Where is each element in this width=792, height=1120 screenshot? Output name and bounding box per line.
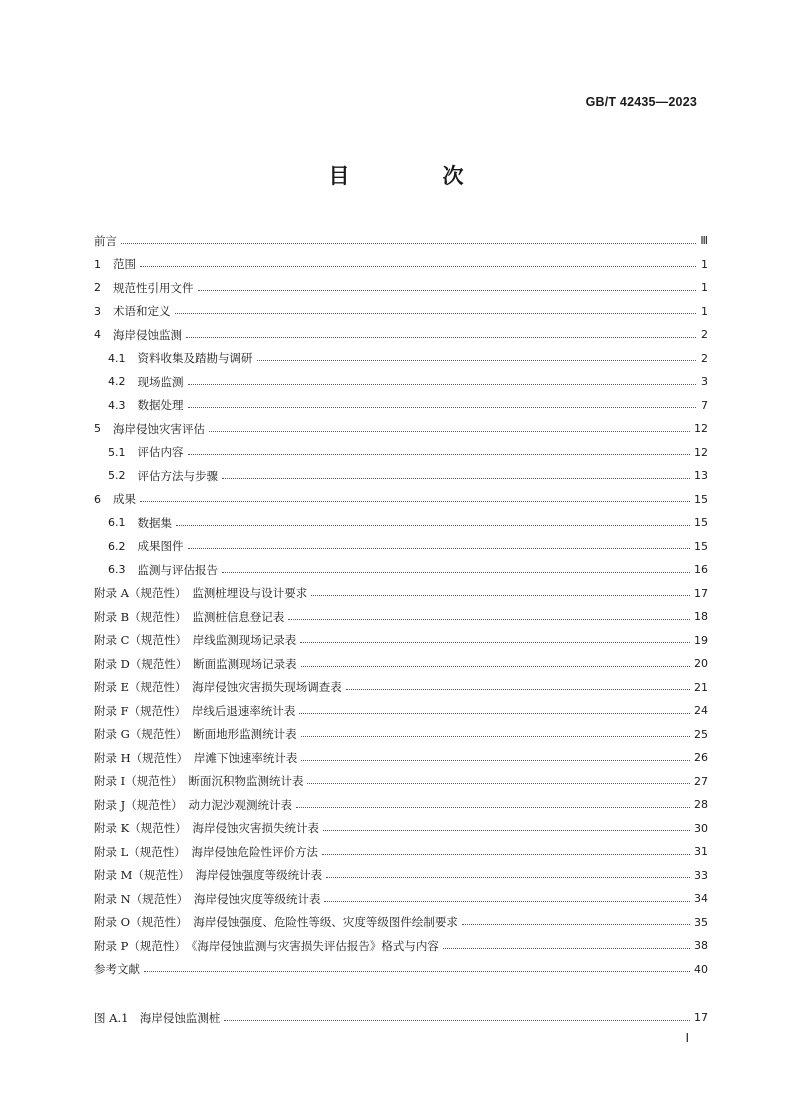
toc-entry-number: 1 [94, 257, 101, 271]
toc-entry-page: 30 [694, 821, 708, 835]
toc-entry-label: 附录 B（规范性） 监测桩信息登记表 [94, 609, 285, 624]
dot-leader [198, 289, 697, 291]
toc-entry-page: 38 [694, 939, 708, 953]
toc-entry-label: 附录 A（规范性） 监测桩埋设与设计要求 [94, 586, 308, 601]
dot-leader [462, 923, 690, 925]
toc-entry-label: 附录 G（规范性） 断面地形监测统计表 [94, 727, 297, 742]
dot-leader [121, 242, 696, 244]
toc-entry-label: 附录 C（规范性） 岸线监测现场记录表 [94, 633, 297, 648]
toc-entry-page: 27 [694, 774, 708, 788]
toc-entry-label: 评估方法与步骤 [137, 468, 218, 483]
dot-leader [175, 312, 697, 314]
toc-entry[interactable] [94, 253, 708, 277]
toc-entry-number: 4.2 [108, 375, 126, 389]
toc-entry-number: 6.2 [108, 539, 126, 553]
toc-entry[interactable] [94, 464, 708, 488]
toc-entry-label: 附录 H（规范性） 岸滩下蚀速率统计表 [94, 750, 298, 765]
toc-entry-page: 1 [701, 304, 708, 318]
toc-entry-label: 前言 [94, 233, 117, 248]
toc-entry-page: 31 [694, 845, 708, 859]
toc-entry[interactable] [94, 535, 708, 559]
toc-entry-number: 2 [94, 281, 101, 295]
toc-entry[interactable] [94, 488, 708, 512]
dot-leader [222, 571, 690, 573]
dot-leader [301, 735, 690, 737]
toc-entry-number: 4.3 [108, 398, 126, 412]
dot-leader [326, 876, 690, 878]
dot-leader [209, 430, 690, 432]
toc-entry-page: 15 [694, 492, 708, 506]
toc-entry[interactable] [94, 323, 708, 347]
dot-leader [300, 641, 690, 643]
toc-entry[interactable] [94, 793, 708, 817]
dot-leader [301, 759, 690, 761]
toc-entry-label: 附录 P（规范性） 《海岸侵蚀监测与灾害损失评估报告》格式与内容 [94, 938, 439, 953]
toc-entry[interactable] [94, 417, 708, 441]
toc-entry-page: 12 [694, 445, 708, 459]
dot-leader [307, 782, 690, 784]
toc-entry-page: 21 [694, 680, 708, 694]
toc-entry-number: 6.3 [108, 563, 126, 577]
toc-entry-page: 35 [694, 915, 708, 929]
toc-entry-label: 附录 I（规范性） 断面沉积物监测统计表 [94, 774, 304, 789]
figure-list [94, 1006, 708, 1030]
toc-entry-page: 15 [694, 516, 708, 530]
toc-entry-label: 现场监测 [137, 374, 184, 389]
toc-entry-label: 数据集 [137, 515, 172, 530]
toc-entry[interactable] [94, 394, 708, 418]
toc-entry[interactable] [94, 911, 708, 935]
toc-entry[interactable] [94, 958, 708, 982]
dot-leader [224, 1019, 690, 1021]
figure-entry-page: 17 [694, 1011, 708, 1025]
toc-entry-page: 1 [701, 281, 708, 295]
toc-entry-label: 附录 J（规范性） 动力泥沙观测统计表 [94, 797, 293, 812]
toc-entry-label: 监测与评估报告 [137, 562, 218, 577]
toc-entry[interactable] [94, 652, 708, 676]
page-number: Ⅰ [685, 1031, 689, 1045]
toc-entry-label: 资料收集及踏勘与调研 [137, 351, 253, 366]
toc-entry[interactable] [94, 605, 708, 629]
toc-entry-page: 3 [701, 375, 708, 389]
toc-entry-page: 34 [694, 892, 708, 906]
toc-entry-label: 成果图件 [137, 539, 184, 554]
dot-leader [311, 594, 690, 596]
toc-entry-number: 4 [94, 328, 101, 342]
toc-entry-label: 评估内容 [137, 445, 184, 460]
toc-entry-page: 12 [694, 422, 708, 436]
toc-entry-page: 2 [701, 328, 708, 342]
toc-entry-page: 26 [694, 751, 708, 765]
toc-entry-label: 数据处理 [137, 398, 184, 413]
dot-leader [140, 265, 696, 267]
toc-entry[interactable] [94, 276, 708, 300]
dot-leader [188, 383, 697, 385]
dot-leader [257, 359, 697, 361]
toc-entry[interactable] [94, 699, 708, 723]
dot-leader [301, 665, 690, 667]
toc-entry-page: 24 [694, 704, 708, 718]
toc-entry-number: 5.2 [108, 469, 126, 483]
toc-entry-label: 规范性引用文件 [113, 280, 194, 295]
toc-entry[interactable] [94, 629, 708, 653]
dot-leader [144, 970, 690, 972]
toc-entry-label: 海岸侵蚀监测 [113, 327, 182, 342]
toc-entry-label: 附录 L（规范性） 海岸侵蚀危险性评价方法 [94, 844, 319, 859]
toc-title: 目 次 [328, 164, 500, 188]
toc-entry[interactable] [94, 864, 708, 888]
toc-entry[interactable] [94, 817, 708, 841]
dot-leader [140, 500, 690, 502]
toc-entry[interactable] [94, 723, 708, 747]
toc-entry-page: Ⅲ [700, 234, 708, 248]
dot-leader [324, 900, 690, 902]
figure-entry-label: 图 A.1 海岸侵蚀监测桩 [94, 1010, 221, 1025]
toc-entry-number: 4.1 [108, 351, 126, 365]
toc-entry-label: 附录 O（规范性） 海岸侵蚀强度、危险性等级、灾度等级图件绘制要求 [94, 915, 458, 930]
toc-entry-page: 25 [694, 727, 708, 741]
toc-entry[interactable] [94, 370, 708, 394]
toc-entry-page: 20 [694, 657, 708, 671]
dot-leader [323, 829, 690, 831]
toc-entry-label: 海岸侵蚀灾害评估 [113, 421, 205, 436]
figure-entry[interactable] [94, 1006, 708, 1030]
dot-leader [322, 853, 690, 855]
standard-number: GB/T 42435—2023 [585, 95, 697, 109]
toc-entry[interactable] [94, 582, 708, 606]
toc-entry[interactable] [94, 347, 708, 371]
toc-entry[interactable] [94, 441, 708, 465]
toc-entry-label: 范围 [113, 257, 136, 272]
toc-entry-label: 参考文献 [94, 962, 140, 977]
toc-entry-page: 19 [694, 633, 708, 647]
dot-leader [346, 688, 690, 690]
toc-entry[interactable] [94, 511, 708, 535]
toc-entry-number: 6 [94, 492, 101, 506]
toc-entry-label: 附录 F（规范性） 岸线后退速率统计表 [94, 703, 296, 718]
toc-entry[interactable] [94, 746, 708, 770]
toc-entry-number: 3 [94, 304, 101, 318]
toc-entry-number: 5.1 [108, 445, 126, 459]
toc-entry[interactable] [94, 558, 708, 582]
toc-entry-number: 6.1 [108, 516, 126, 530]
toc-entry-page: 28 [694, 798, 708, 812]
dot-leader [288, 618, 690, 620]
toc-entry-label: 附录 D（规范性） 断面监测现场记录表 [94, 656, 297, 671]
toc-entry-label: 附录 N（规范性） 海岸侵蚀灾度等级统计表 [94, 891, 321, 906]
toc-entry-label: 成果 [113, 492, 136, 507]
toc-entry[interactable] [94, 887, 708, 911]
toc-entry-page: 1 [701, 257, 708, 271]
toc-entry-page: 18 [694, 610, 708, 624]
dot-leader [222, 477, 690, 479]
toc-entry-number: 5 [94, 422, 101, 436]
dot-leader [186, 336, 696, 338]
toc-entry[interactable] [94, 770, 708, 794]
table-of-contents [94, 229, 708, 981]
toc-entry[interactable] [94, 676, 708, 700]
toc-entry-page: 2 [701, 351, 708, 365]
dot-leader [188, 547, 691, 549]
dot-leader [176, 524, 690, 526]
dot-leader [299, 712, 690, 714]
toc-entry-label: 术语和定义 [113, 304, 171, 319]
toc-entry-page: 17 [694, 586, 708, 600]
toc-entry-page: 33 [694, 868, 708, 882]
toc-entry-page: 40 [694, 962, 708, 976]
dot-leader [188, 406, 697, 408]
toc-entry-page: 13 [694, 469, 708, 483]
dot-leader [296, 806, 690, 808]
toc-entry[interactable] [94, 840, 708, 864]
toc-entry-page: 7 [701, 398, 708, 412]
toc-entry-label: 附录 M（规范性） 海岸侵蚀强度等级统计表 [94, 868, 323, 883]
dot-leader [188, 453, 691, 455]
toc-entry[interactable] [94, 934, 708, 958]
toc-entry-page: 15 [694, 539, 708, 553]
toc-entry[interactable] [94, 300, 708, 324]
toc-entry-page: 16 [694, 563, 708, 577]
toc-entry-label: 附录 K（规范性） 海岸侵蚀灾害损失统计表 [94, 821, 319, 836]
dot-leader [443, 947, 690, 949]
toc-entry-label: 附录 E（规范性） 海岸侵蚀灾害损失现场调查表 [94, 680, 342, 695]
toc-entry[interactable] [94, 229, 708, 253]
